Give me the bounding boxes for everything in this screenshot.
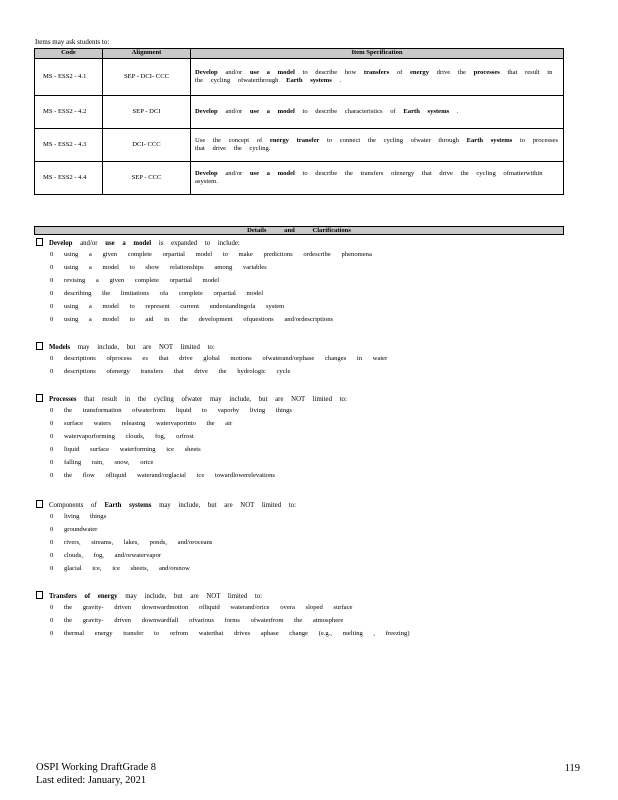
bold-term: use a model <box>249 68 295 76</box>
checkbox-square-icon <box>36 591 43 599</box>
list-item-text: groundwater <box>64 526 98 534</box>
bold-term: use a model <box>249 169 295 177</box>
text-run: drive the <box>429 68 474 76</box>
list-item-text: using a model to aid in the development ofquestions and/ordescriptions <box>64 316 334 324</box>
list-item-text: thermal energy transfer to orfrom waterthat drives aphase change (e.g., melting , freezing) <box>64 630 410 638</box>
list-item-text: the gravity- driven downwardmotion ofliquid waterand/orice overa sloped surface <box>64 604 353 612</box>
circle-bullet-icon: 0 <box>50 420 54 428</box>
text-run: to processes that drive the cycling. <box>195 136 559 152</box>
text-run: Use the concept of <box>195 136 270 144</box>
intro-text: Items may ask students to: <box>35 38 110 46</box>
list-item <box>50 614 566 627</box>
row-spec <box>191 129 564 162</box>
section-title <box>36 238 566 248</box>
table-row <box>35 162 564 195</box>
list-item <box>50 300 566 313</box>
text-run: may include, but are NOT limited to: <box>70 344 215 351</box>
text-run: may include, but are NOT limited to: <box>151 502 296 509</box>
list-item <box>50 404 566 417</box>
details-header-word: Clarifications <box>312 227 351 234</box>
circle-bullet-icon: 0 <box>50 565 54 573</box>
bold-term: transfers <box>363 68 390 76</box>
bold-term: energy transfer <box>269 136 320 144</box>
text-run: to describe the transfers ofenergy that drive the cycling ofmatterwithin asystem. <box>195 169 543 185</box>
bold-term: Develop <box>195 169 218 177</box>
circle-bullet-icon: 0 <box>50 459 54 467</box>
list-item-text: descriptions ofenergy transfers that drive the hydrologic cycle <box>64 368 291 376</box>
row-code: MS - ESS2 - 4.1 <box>35 59 103 96</box>
footer-draft-label: OSPI Working DraftGrade 8 <box>36 762 156 773</box>
list-item <box>50 562 566 575</box>
circle-bullet-icon: 0 <box>50 316 54 324</box>
list-item <box>50 627 566 640</box>
bold-term: Earth systems <box>403 107 450 115</box>
bold-term: Earth systems <box>104 502 152 509</box>
header-code: Code <box>35 49 103 59</box>
table-row <box>35 96 564 129</box>
section-title <box>36 342 566 352</box>
list-item-text: the gravity- driven downwardfall ofvarious forms ofwaterfrom the atmosphere <box>64 617 344 625</box>
text-run: of <box>389 68 410 76</box>
list-item <box>50 430 566 443</box>
row-code: MS - ESS2 - 4.4 <box>35 162 103 195</box>
bold-term: energy <box>409 68 430 76</box>
text-run: that result in the cycling ofwater may include, but are NOT limited to: <box>76 396 347 403</box>
circle-bullet-icon: 0 <box>50 407 54 415</box>
text-run: and/or <box>217 169 250 177</box>
list-item <box>50 352 566 365</box>
section-item-list <box>36 404 566 482</box>
list-item <box>50 287 566 300</box>
section-title <box>36 591 566 601</box>
page-number: 119 <box>564 763 580 774</box>
list-item-text: surface waters releasing watervaporinto the air <box>64 420 233 428</box>
circle-bullet-icon: 0 <box>50 539 54 547</box>
section-item-list <box>36 601 566 640</box>
row-code: MS - ESS2 - 4.3 <box>35 129 103 162</box>
row-alignment: DCI- CCC <box>103 129 191 162</box>
text-run: Components of <box>49 502 105 509</box>
text-run: . <box>331 77 342 84</box>
list-item-text: using a given complete orpartial model to make predictions ordescribe phenomena <box>64 251 372 259</box>
circle-bullet-icon: 0 <box>50 604 54 612</box>
text-run: and/or <box>217 107 250 115</box>
list-item <box>50 536 566 549</box>
section-develop <box>36 238 566 326</box>
bold-term: Develop <box>195 107 218 115</box>
bold-term: Earth systems <box>286 77 332 84</box>
list-item <box>50 510 566 523</box>
circle-bullet-icon: 0 <box>50 617 54 625</box>
row-spec <box>191 162 564 195</box>
footer-left <box>36 762 156 787</box>
list-item-text: liquid surface waterforming ice sheets <box>64 446 201 454</box>
bold-term: Earth systems <box>466 136 513 144</box>
circle-bullet-icon: 0 <box>50 630 54 638</box>
list-item <box>50 365 566 378</box>
section-item-list <box>36 352 566 378</box>
list-item-text: the flow ofliquid waterand/orglacial ice towardlowerelevations <box>64 472 275 480</box>
checkbox-square-icon <box>36 394 43 402</box>
list-item-text: the transformation ofwaterfrom liquid to vaporby living things <box>64 407 292 415</box>
table-row <box>35 59 564 96</box>
row-alignment: SEP - DCI- CCC <box>103 59 191 96</box>
list-item-text: using a model to represent current understandingofa system <box>64 303 285 311</box>
text-run: is expanded to include: <box>151 240 240 247</box>
list-item-text: describing the limitations ofa complete orpartial model <box>64 290 264 298</box>
section-item-list <box>36 248 566 326</box>
row-code: MS - ESS2 - 4.2 <box>35 96 103 129</box>
circle-bullet-icon: 0 <box>50 251 54 259</box>
details-header-word: and <box>284 227 295 234</box>
list-item-text: falling rain, snow, orice <box>64 459 154 467</box>
text-run: that result in the cycling ofwaterthrough <box>195 68 553 84</box>
circle-bullet-icon: 0 <box>50 303 54 311</box>
circle-bullet-icon: 0 <box>50 446 54 454</box>
list-item <box>50 469 566 482</box>
text-run: . <box>449 107 459 115</box>
table-row <box>35 129 564 162</box>
bold-term: use a model <box>105 240 152 247</box>
header-item-specification: Item Specification <box>191 49 564 59</box>
list-item <box>50 313 566 326</box>
text-run: to describe characteristics of <box>294 107 404 115</box>
text-run: to connect the cycling ofwater through <box>319 136 467 144</box>
item-spec-table <box>34 48 564 195</box>
row-alignment: SEP - DCI <box>103 96 191 129</box>
footer-last-edited: Last edited: January, 2021 <box>36 774 147 786</box>
list-item <box>50 601 566 614</box>
details-header-word: Details <box>247 227 267 234</box>
text-run: and/or <box>72 240 106 247</box>
list-item-text: glacial ice, ice sheets, and/orsnow <box>64 565 190 573</box>
list-item <box>50 549 566 562</box>
circle-bullet-icon: 0 <box>50 277 54 285</box>
details-clarifications-header <box>34 226 564 235</box>
list-item-text: descriptions ofprocess es that drive global motions ofwaterand/orphase changes in water <box>64 355 388 363</box>
list-item-text: watervaporforming clouds, fog, orfrost <box>64 433 194 441</box>
bold-term: Transfers of energy <box>49 593 118 600</box>
checkbox-square-icon <box>36 342 43 350</box>
list-item <box>50 456 566 469</box>
circle-bullet-icon: 0 <box>50 290 54 298</box>
text-run: and/or <box>217 68 250 76</box>
circle-bullet-icon: 0 <box>50 513 54 521</box>
bold-term: Processes <box>49 396 77 403</box>
circle-bullet-icon: 0 <box>50 433 54 441</box>
list-item <box>50 523 566 536</box>
header-alignment: Alignment <box>103 49 191 59</box>
row-spec <box>191 96 564 129</box>
section-transfers <box>36 591 566 640</box>
checkbox-square-icon <box>36 238 43 246</box>
circle-bullet-icon: 0 <box>50 264 54 272</box>
list-item-text: clouds, fog, and/orwatervapor <box>64 552 162 560</box>
circle-bullet-icon: 0 <box>50 368 54 376</box>
list-item-text: revising a given complete orpartial model <box>64 277 220 285</box>
checkbox-square-icon <box>36 500 43 508</box>
row-spec <box>191 59 564 96</box>
text-run: may include, but are NOT limited to: <box>117 593 263 600</box>
text-run: to describe how <box>294 68 364 76</box>
section-models <box>36 342 566 378</box>
bold-term: Models <box>49 344 71 351</box>
list-item-text: living things <box>64 513 107 521</box>
circle-bullet-icon: 0 <box>50 472 54 480</box>
section-components <box>36 500 566 575</box>
list-item-text: rivers, streams, lakes, ponds, and/oroceans <box>64 539 213 547</box>
list-item <box>50 261 566 274</box>
section-processes <box>36 394 566 482</box>
circle-bullet-icon: 0 <box>50 526 54 534</box>
bold-term: processes <box>473 68 500 76</box>
list-item-text: using a model to show relationships among variables <box>64 264 267 272</box>
section-title <box>36 500 566 510</box>
list-item <box>50 274 566 287</box>
section-title <box>36 394 566 404</box>
list-item <box>50 248 566 261</box>
section-item-list <box>36 510 566 575</box>
circle-bullet-icon: 0 <box>50 355 54 363</box>
list-item <box>50 443 566 456</box>
list-item <box>50 417 566 430</box>
bold-term: use a model <box>249 107 295 115</box>
table-header-row <box>35 49 564 59</box>
bold-term: Develop <box>195 68 218 76</box>
row-alignment: SEP - CCC <box>103 162 191 195</box>
circle-bullet-icon: 0 <box>50 552 54 560</box>
bold-term: Develop <box>49 240 73 247</box>
